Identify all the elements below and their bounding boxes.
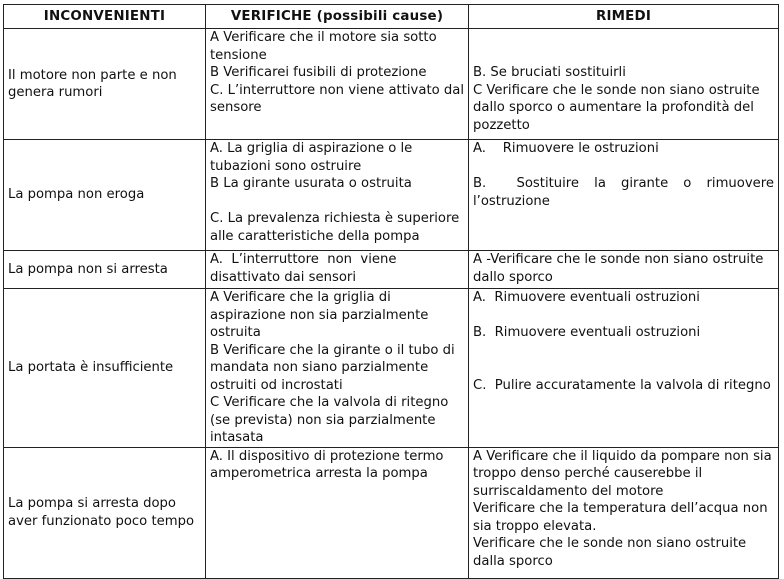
remedy-item: Verificare che le sonde non siano ostruite dalla sporco	[473, 536, 747, 569]
remedy-item: C. Pulire accuratamente la valvola di ritegno	[473, 377, 771, 393]
remedy-item: Verificare che la temperatura dell’acqua non sia troppo elevata.	[473, 501, 768, 534]
remedy-item: B. Se bruciati sostituirli	[473, 65, 626, 80]
problem-cell: La pompa si arresta dopo aver funzionato poco tempo	[4, 447, 206, 578]
remedy-item: B. Rimuovere eventuali ostruzioni	[473, 325, 701, 340]
checks-cell	[206, 289, 469, 448]
remedies-cell	[469, 140, 779, 251]
problem-cell: Il motore non parte e non genera rumori	[4, 29, 206, 140]
remedy-item: A. Rimuovere eventuali ostruzioni	[473, 290, 700, 305]
header-checks: VERIFICHE (possibili cause)	[206, 5, 469, 29]
check-item: A. L’interruttore non viene disattivato dai sensori	[210, 252, 401, 285]
check-item: A. La griglia di aspirazione o le tubazioni sono ostruire	[210, 141, 413, 174]
header-remedies: RIMEDI	[469, 5, 779, 29]
remedies-cell	[469, 447, 779, 578]
check-item: C. L’interruttore non viene attivato dal sensore	[210, 82, 464, 115]
check-item: B La girante usurata o ostruita	[210, 176, 412, 191]
checks-cell	[206, 251, 469, 289]
checks-cell	[206, 140, 469, 251]
remedies-cell	[469, 251, 779, 289]
table-row	[4, 251, 779, 289]
check-item: C Verificare che la valvola di ritegno (se prevista) non sia parzialmente intasata	[210, 395, 449, 445]
table-row	[4, 140, 779, 251]
remedy-item: A -Verificare che le sonde non siano ostruite dallo sporco	[473, 252, 764, 285]
table-row	[4, 289, 779, 448]
check-item: A Verificare che il motore sia sotto tensione	[210, 30, 437, 63]
troubleshooting-table	[3, 4, 779, 579]
problem-cell: La pompa non si arresta	[4, 251, 206, 289]
header-row	[4, 5, 779, 29]
table-row	[4, 447, 779, 578]
remedy-item: A. Rimuovere le ostruzioni	[473, 141, 659, 156]
check-item: B Verificarei fusibili di protezione	[210, 65, 427, 80]
check-item: B Verificare che la girante o il tubo di mandata non siano parzialmente ostruiti od incrostati	[210, 342, 455, 393]
table-row	[4, 29, 779, 140]
remedy-item: C Verificare che le sonde non siano ostruite dallo sporco o aumentare la profondità del pozzetto	[473, 82, 760, 133]
check-item: A. Il dispositivo di protezione termo amperometrica arresta la pompa	[210, 448, 444, 481]
remedy-item: A Verificare che il liquido da pompare non sia troppo denso perché causerebbe il surriscaldamento del motore	[473, 448, 772, 499]
check-item: C. La prevalenza richiesta è superiore alle caratteristiche della pompa	[210, 211, 460, 244]
problem-cell: La portata è insufficiente	[4, 289, 206, 448]
remedies-cell	[469, 29, 779, 140]
header-problems: INCONVENIENTI	[4, 5, 206, 29]
check-item: A Verificare che la griglia di aspirazione non sia parzialmente ostruita	[210, 290, 429, 340]
checks-cell	[206, 29, 469, 140]
remedy-item: B. Sostituire la girante o rimuovere l’ostruzione	[473, 176, 779, 209]
remedies-cell	[469, 289, 779, 448]
problem-cell: La pompa non eroga	[4, 140, 206, 251]
checks-cell	[206, 447, 469, 578]
